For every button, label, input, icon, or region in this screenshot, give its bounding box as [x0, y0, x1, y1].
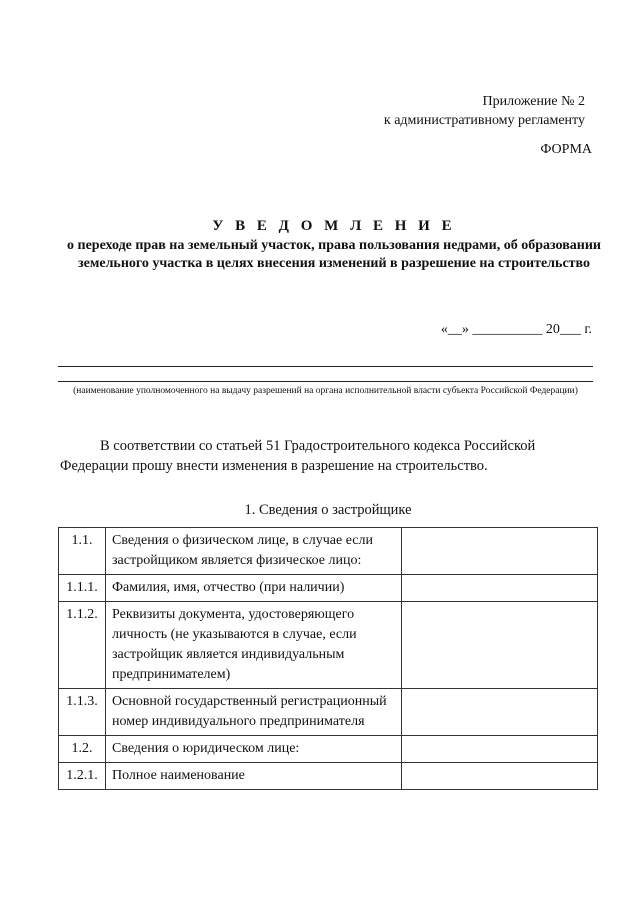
table-row [59, 575, 598, 602]
row-description: Сведения о юридическом лице: [106, 736, 402, 763]
row-value-field[interactable] [402, 528, 598, 575]
document-subtitle: о переходе прав на земельный участок, права пользования недрами, об образовании земельного участка в целях внесения изменений в разрешение на строительство [67, 238, 601, 271]
row-number: 1.1.1. [59, 575, 106, 602]
table-row [59, 736, 598, 763]
row-value-field[interactable] [402, 575, 598, 602]
row-number: 1.1.2. [59, 602, 106, 689]
row-value-field[interactable] [402, 736, 598, 763]
row-description: Реквизиты документа, удостоверяющего личность (не указываются в случае, если застройщик является индивидуальным предпринимателем) [106, 602, 402, 689]
table-row [59, 602, 598, 689]
row-value-field[interactable] [402, 689, 598, 736]
authority-name-line-2[interactable] [58, 381, 593, 382]
row-number: 1.2. [59, 736, 106, 763]
table-row [59, 763, 598, 790]
authority-name-line[interactable] [58, 366, 593, 367]
document-title-block [60, 218, 608, 273]
date-field[interactable]: «__» __________ 20___ г. [440, 322, 592, 337]
row-description: Основной государственный регистрационный номер индивидуального предпринимателя [106, 689, 402, 736]
document-title: У В Е Д О М Л Е Н И Е [212, 218, 456, 234]
section-title: 1. Сведения о застройщике [244, 502, 412, 518]
appendix-number: Приложение № 2 [482, 94, 585, 109]
row-description: Сведения о физическом лице, в случае если застройщиком является физическое лицо: [106, 528, 402, 575]
intro-text: В соответствии со статьей 51 Градостроительного кодекса Российской Федерации прошу внести изменения в разрешение на строительство. [60, 438, 536, 474]
appendix-regulation: к административному регламенту [383, 113, 585, 128]
row-value-field[interactable] [402, 763, 598, 790]
row-number: 1.1. [59, 528, 106, 575]
developer-info-table [58, 527, 598, 790]
table-row [59, 528, 598, 575]
row-description: Фамилия, имя, отчество (при наличии) [106, 575, 402, 602]
row-number: 1.1.3. [59, 689, 106, 736]
row-description: Полное наименование [106, 763, 402, 790]
appendix-reference [384, 92, 585, 130]
row-value-field[interactable] [402, 602, 598, 689]
table-row [59, 689, 598, 736]
row-number: 1.2.1. [59, 763, 106, 790]
form-label: ФОРМА [540, 142, 592, 157]
authority-caption: (наименование уполномоченного на выдачу разрешений на органа исполнительной власти субъекта Российской Федерации) [73, 386, 578, 396]
intro-paragraph [60, 436, 595, 476]
